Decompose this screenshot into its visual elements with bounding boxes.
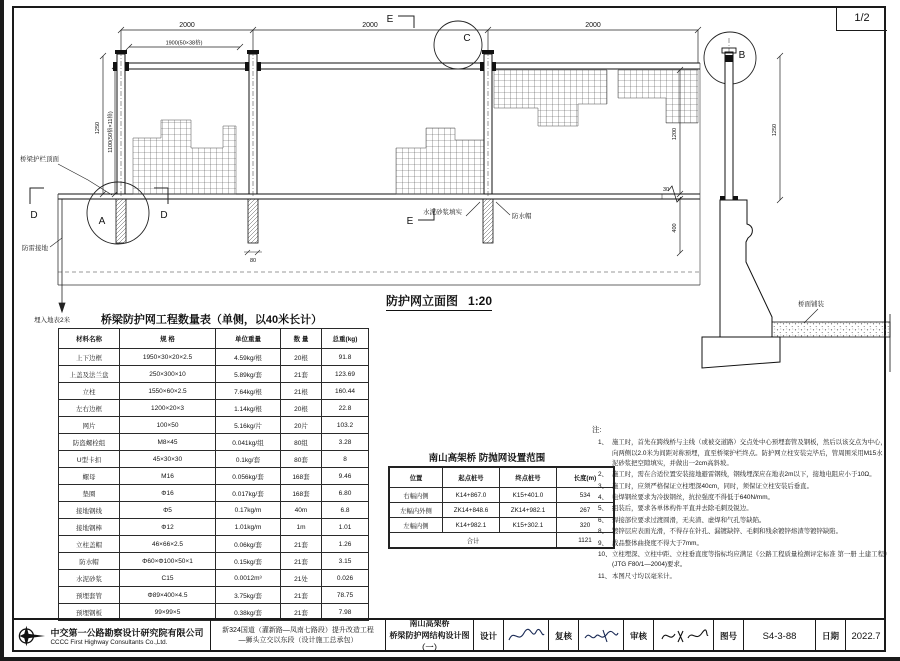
elevation-caption	[386, 292, 492, 311]
cell-quantity: 21套	[281, 536, 322, 553]
design-label: 设计	[474, 620, 504, 652]
cell-quantity: 168套	[281, 468, 322, 485]
cell-total-weight: 3.28	[322, 434, 369, 451]
cell-total-weight: 8	[322, 451, 369, 468]
cell-material: 网片	[59, 417, 120, 434]
note-number: 4、	[598, 494, 608, 502]
column-header: 长度(m)	[557, 467, 615, 488]
table-row	[59, 383, 369, 400]
cell-position: 右幅内侧	[389, 488, 443, 503]
marker-c: C	[463, 33, 471, 44]
range-table	[388, 466, 615, 549]
range-table-total-row	[389, 533, 614, 549]
cell-quantity: 21套	[281, 553, 322, 570]
cell-quantity: 20根	[281, 400, 322, 417]
cell-material: 预埋套管	[59, 587, 120, 604]
cell-spec: Φ60×Φ100×50×1	[120, 553, 216, 570]
company-cell	[12, 620, 211, 652]
marker-e-top: E	[386, 14, 394, 25]
cell-unit-weight: 1.14kg/根	[216, 400, 281, 417]
note-item	[598, 550, 888, 571]
cell-quantity: 20片	[281, 417, 322, 434]
dim-span1: 2000	[179, 22, 195, 29]
cell-spec: 1950×30×20×2.5	[120, 349, 216, 366]
table-row	[59, 417, 369, 434]
cell-total-weight: 6.8	[322, 502, 369, 519]
note-item	[598, 572, 888, 582]
leader-rail-top	[58, 164, 112, 195]
project-line2: —狮头立交以东段（设计施工总承包）	[238, 637, 358, 644]
cell-spec: 250×300×10	[120, 366, 216, 383]
marker-d-left: D	[30, 210, 38, 221]
label-grounding: 防雷接地	[22, 245, 48, 252]
table-row	[59, 451, 369, 468]
post-2	[245, 50, 261, 243]
column-header: 起点桩号	[443, 467, 500, 488]
cell-length: 534	[557, 488, 615, 503]
cell-quantity: 20根	[281, 349, 322, 366]
dim-post-height: 1250	[95, 121, 101, 135]
cell-total-weight: 6.80	[322, 485, 369, 502]
cell-total-weight: 1.01	[322, 519, 369, 536]
cell-total-weight: 22.8	[322, 400, 369, 417]
cell-spec: Φ89×400×4.5	[120, 587, 216, 604]
cell-total-weight: 103.2	[322, 417, 369, 434]
cell-material: U型卡扣	[59, 451, 120, 468]
cell-unit-weight: 5.89kg/套	[216, 366, 281, 383]
cell-position: 左幅内外侧	[389, 503, 443, 518]
cell-material: 防水帽	[59, 553, 120, 570]
cell-unit-weight: 4.59kg/根	[216, 349, 281, 366]
note-number: 8、	[598, 528, 608, 536]
cell-spec: Φ12	[120, 519, 216, 536]
range-table-body	[389, 488, 614, 533]
table-row	[59, 502, 369, 519]
dim-span2: 2000	[362, 22, 378, 29]
mesh-panel-1	[133, 120, 236, 194]
date-label: 日期	[816, 620, 846, 652]
note-number: 10、	[598, 550, 612, 558]
marker-b: B	[738, 50, 746, 61]
note-text: 施工时，首先在跨线桥与主线（或被交道路）交点处中心预埋套管及钢板，然后以该交点为中心，向两侧以2.0米为间距对称预埋，直至桥梁护栏终点。防护网立柱安装完毕后，管周围采用M15水泥砂浆把空隙填实，并做出一2cm高斜坡。	[612, 439, 887, 467]
table-row	[59, 400, 369, 417]
quantity-table-header-row	[59, 329, 369, 349]
note-number: 6、	[598, 516, 608, 524]
cell-unit-weight: 5.16kg/片	[216, 417, 281, 434]
cell-material: 上盖及法兰盘	[59, 366, 120, 383]
note-number: 9、	[598, 539, 608, 547]
post-1	[113, 50, 129, 243]
cell-spec: C15	[120, 570, 216, 587]
cell-material: 螺母	[59, 468, 120, 485]
cell-material: 防盗螺栓组	[59, 434, 120, 451]
mesh-panel-4	[618, 70, 698, 123]
cell-unit-weight: 0.056kg/套	[216, 468, 281, 485]
leader-grounding	[50, 230, 62, 247]
cell-unit-weight: 0.06kg/套	[216, 536, 281, 553]
table-row	[59, 349, 369, 366]
cell-material: 立柱	[59, 383, 120, 400]
cell-length: 267	[557, 503, 615, 518]
leader-water-cap	[496, 202, 510, 215]
cell-end-stake: ZK14+982.1	[500, 503, 557, 518]
column-header: 规 格	[120, 329, 216, 349]
range-table-header-row	[389, 467, 614, 488]
dwg-no-value: S4-3-88	[744, 620, 816, 652]
elevation-caption-text: 防护网立面图	[386, 294, 459, 308]
total-value: 1121	[557, 533, 615, 549]
note-text: 焊接部位要求过渡圆滑，无夹渣、虚焊和气孔等缺陷。	[612, 516, 766, 524]
cell-spec: M16	[120, 468, 216, 485]
cell-end-stake: K15+302.1	[500, 518, 557, 533]
note-item	[598, 516, 888, 526]
table-row	[59, 553, 369, 570]
notes-title: 注:	[592, 425, 602, 434]
company-name-cn: 中交第一公路勘察设计研究院有限公司	[50, 628, 204, 638]
column-header: 数 量	[281, 329, 322, 349]
dwg-no-label: 图号	[714, 620, 744, 652]
cell-quantity: 21套	[281, 604, 322, 621]
dim-rail-thickness: 30	[662, 187, 670, 193]
note-text: 施工时，应须严格保证立柱埋深40cm，同时，须保证立柱安装后垂直。	[612, 482, 813, 490]
cell-quantity: 1m	[281, 519, 322, 536]
drawing-title-line1: 南山高架桥	[409, 620, 450, 628]
column-header: 总重(kg)	[322, 329, 369, 349]
cell-unit-weight: 0.15kg/套	[216, 553, 281, 570]
note-text: 组装后，要求各单体构件平直并去除毛刺及锐边。	[612, 505, 753, 513]
note-number: 2、	[598, 471, 608, 479]
cell-unit-weight: 0.0012m³	[216, 570, 281, 587]
note-item	[598, 527, 888, 537]
cell-quantity: 80组	[281, 434, 322, 451]
company-logo	[18, 623, 46, 649]
review-signature	[654, 620, 714, 652]
note-item	[598, 539, 888, 549]
cell-start-stake: K14+982.1	[443, 518, 500, 533]
concrete-barrier-profile	[720, 200, 772, 337]
note-item	[598, 470, 888, 480]
mesh-panels	[133, 70, 698, 194]
dim-span3: 2000	[585, 22, 601, 29]
cell-spec: 100×50	[120, 417, 216, 434]
elevation-drawing	[18, 8, 708, 326]
table-row	[59, 434, 369, 451]
note-number: 3、	[598, 482, 608, 490]
marker-e-bottom: E	[406, 216, 414, 227]
design-signature	[504, 620, 549, 652]
cell-material: 接地钢线	[59, 502, 120, 519]
cell-material: 预埋钢板	[59, 604, 120, 621]
cell-material: 水泥砂浆	[59, 570, 120, 587]
table-row	[389, 488, 614, 503]
note-item	[598, 493, 888, 503]
project-cell	[211, 620, 386, 652]
table-row	[389, 518, 614, 533]
page-number-text: 1/2	[854, 12, 870, 24]
note-text: 施工时，需在合适位置安装接地避雷钢线，钢线埋深应在地表2m以下，接地电阻应小于10Ω。	[612, 471, 876, 479]
table-row	[59, 485, 369, 502]
footing-dim	[244, 250, 262, 255]
cell-spec: 45×30×30	[120, 451, 216, 468]
cell-quantity: 40m	[281, 502, 322, 519]
cell-unit-weight: 0.017kg/套	[216, 485, 281, 502]
column-header: 终点桩号	[500, 467, 557, 488]
cell-total-weight: 91.8	[322, 349, 369, 366]
column-header: 位置	[389, 467, 443, 488]
cell-spec: 1200×20×3	[120, 400, 216, 417]
dim-subspan: 1900(50×38格)	[165, 40, 203, 47]
cell-end-stake: K15+401.0	[500, 488, 557, 503]
cell-material: 立柱盖帽	[59, 536, 120, 553]
check-label: 复核	[549, 620, 579, 652]
cell-spec: 1550×60×2.5	[120, 383, 216, 400]
quantity-table	[58, 328, 369, 621]
note-number: 5、	[598, 505, 608, 513]
cell-quantity: 21套	[281, 587, 322, 604]
quantity-table-title: 桥梁防护网工程数量表（单侧，以40米长计）	[100, 314, 323, 326]
cell-quantity: 168套	[281, 485, 322, 502]
table-row	[59, 468, 369, 485]
review-label: 审核	[624, 620, 654, 652]
cell-spec: 46×66×2.5	[120, 536, 216, 553]
deck-pavement	[772, 322, 890, 337]
note-text: 成品整体曲挠度不得大于7mm。	[612, 539, 703, 547]
scan-edge-bottom	[0, 657, 900, 661]
label-pavement: 桥面铺装	[798, 301, 824, 308]
note-item	[598, 438, 888, 469]
mesh-panel-3	[494, 70, 607, 126]
note-text: 本图尺寸均以毫米计。	[612, 572, 676, 580]
note-text: 镀锌层应表面光滑，不得存在针孔、漏镀缺锌、毛刺和残余镀锌熔渣等镀锌缺陷。	[612, 528, 843, 536]
cell-total-weight: 123.69	[322, 366, 369, 383]
cell-total-weight: 0.026	[322, 570, 369, 587]
detail-circle-c	[434, 21, 482, 69]
cell-quantity: 21套	[281, 366, 322, 383]
scan-edge-left	[0, 0, 4, 661]
grounding-wire	[59, 199, 65, 312]
company-name-en: CCCC First Highway Consultants Co.,Ltd.	[50, 639, 168, 646]
cell-unit-weight: 0.38kg/套	[216, 604, 281, 621]
drawing-title-line2: 桥梁防护网结构设计图（一）	[389, 631, 470, 652]
note-item	[598, 482, 888, 492]
label-water-cap: 防水帽	[512, 213, 532, 220]
note-text: 电焊钢丝要求为冷拔钢丝，抗拉强度不得低于640N/mm。	[612, 494, 774, 502]
project-line1: 新324国道（灌新路—凤南七路段）提升改造工程	[222, 626, 374, 634]
note-text: 立柱埋深、立柱中距、立柱垂直度等指标均应满足《公路工程质量检测评定标准 第一册 土建工程》(JTG F80/1—2004)要求。	[612, 550, 888, 569]
label-rail-top: 桥梁护栏顶面	[20, 156, 59, 163]
note-item	[598, 504, 888, 514]
column-header: 材料名称	[59, 329, 120, 349]
elevation-scale: 1:20	[468, 294, 493, 308]
cell-spec: Φ5	[120, 502, 216, 519]
cell-total-weight: 1.26	[322, 536, 369, 553]
cell-total-weight: 3.15	[322, 553, 369, 570]
cell-spec: Φ16	[120, 485, 216, 502]
top-dimension-chain	[118, 27, 701, 63]
total-label: 合计	[389, 533, 557, 549]
label-buried: 埋入地表2米	[34, 317, 71, 324]
cell-total-weight: 78.75	[322, 587, 369, 604]
cell-material: 左右边框	[59, 400, 120, 417]
mesh-panel-2	[396, 128, 484, 194]
check-signature	[579, 620, 624, 652]
leader-mortar	[466, 202, 480, 216]
notes-list	[592, 438, 888, 582]
cell-total-weight: 9.46	[322, 468, 369, 485]
dim-right-height: 1200	[672, 127, 678, 141]
label-mortar: 水泥砂浆填实	[423, 209, 462, 216]
cell-quantity: 21处	[281, 570, 322, 587]
cell-total-weight: 160.44	[322, 383, 369, 400]
barrier-base	[702, 337, 780, 368]
cell-spec: M8×45	[120, 434, 216, 451]
top-rail	[114, 63, 700, 69]
table-row	[59, 587, 369, 604]
column-header: 单位重量	[216, 329, 281, 349]
dim-mesh-height: 1100(50格×11格)	[108, 111, 114, 153]
cell-material: 垫圈	[59, 485, 120, 502]
range-table-title: 南山高架桥 防抛网设置范围	[428, 453, 546, 464]
leader-pavement	[804, 309, 818, 323]
table-row	[59, 366, 369, 383]
table-row	[59, 536, 369, 553]
date-value: 2022.7	[851, 630, 881, 642]
cell-unit-weight: 1.01kg/m	[216, 519, 281, 536]
cell-start-stake: K14+867.0	[443, 488, 500, 503]
cell-quantity: 21根	[281, 383, 322, 400]
cell-material: 上下边框	[59, 349, 120, 366]
cell-unit-weight: 3.75kg/套	[216, 587, 281, 604]
dim-embed-depth: 400	[672, 223, 678, 233]
note-number: 11、	[598, 572, 612, 580]
table-row	[389, 503, 614, 518]
detail-dim-height: 1250	[772, 123, 778, 137]
cell-unit-weight: 0.1kg/套	[216, 451, 281, 468]
cell-unit-weight: 0.17kg/m	[216, 502, 281, 519]
cell-length: 320	[557, 518, 615, 533]
table-row	[59, 519, 369, 536]
notes-section	[592, 424, 888, 583]
cell-start-stake: ZK14+848.6	[443, 503, 500, 518]
dim-footing-width: 80	[249, 258, 257, 264]
marker-a: A	[98, 216, 106, 227]
quantity-table-body	[59, 349, 369, 621]
drawing-title-cell	[386, 620, 474, 652]
cell-unit-weight: 7.64kg/根	[216, 383, 281, 400]
title-block	[12, 618, 886, 652]
cell-position: 左幅内侧	[389, 518, 443, 533]
cell-total-weight: 7.98	[322, 604, 369, 621]
note-number: 1、	[598, 439, 608, 447]
cell-unit-weight: 0.041kg/组	[216, 434, 281, 451]
post-section-detail	[692, 22, 892, 374]
table-row	[59, 570, 369, 587]
cell-quantity: 80套	[281, 451, 322, 468]
marker-d-right: D	[160, 210, 168, 221]
cell-spec: 99×99×5	[120, 604, 216, 621]
cell-material: 接地钢棒	[59, 519, 120, 536]
